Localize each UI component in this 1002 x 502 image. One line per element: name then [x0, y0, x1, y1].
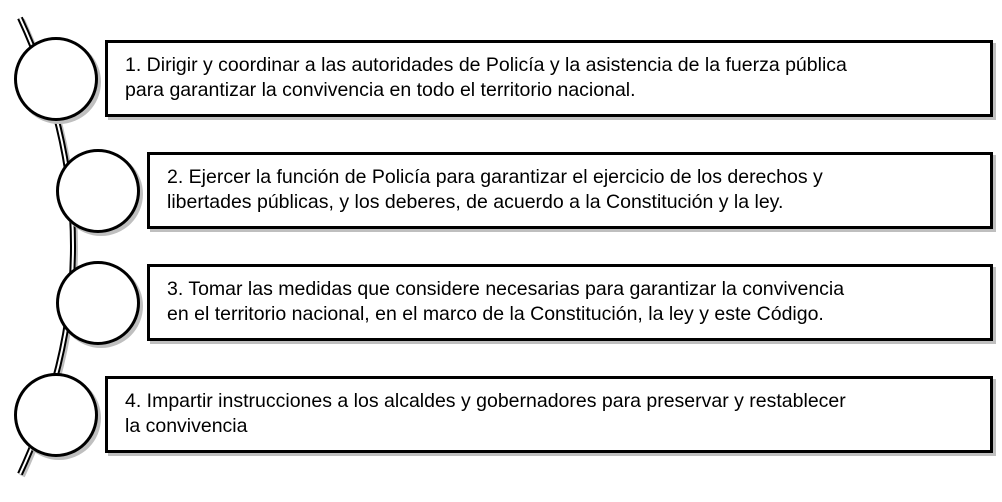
list-item-3-line-2: en el territorio nacional, en el marco de la Constitución, la ley y este Código. — [167, 303, 824, 325]
list-item-text-3 — [167, 277, 844, 327]
list-item-4-line-1: 4. Impartir instrucciones a los alcaldes y gobernadores para preservar y restablecer — [125, 390, 846, 412]
list-item-4-line-2: la convivencia — [125, 415, 248, 437]
list-item-1-line-1: 1. Dirigir y coordinar a las autoridades de Policía y la asistencia de la fuerza pública — [125, 54, 847, 76]
list-item-circle-3 — [56, 261, 140, 345]
list-item-circle-4 — [14, 373, 98, 457]
list-item-2-line-2: libertades públicas, y los deberes, de acuerdo a la Constitución y la ley. — [167, 191, 784, 213]
list-item-1-line-2: para garantizar la convivencia en todo el territorio nacional. — [125, 79, 636, 101]
list-item-3-line-1: 3. Tomar las medidas que considere necesarias para garantizar la convivencia — [167, 278, 845, 300]
list-item-text-4 — [125, 389, 846, 439]
list-item-circle-1 — [14, 37, 98, 121]
list-item-text-2 — [167, 165, 823, 215]
list-item-circle-2 — [56, 149, 140, 233]
list-item-text-1 — [125, 53, 847, 103]
list-item-2-line-1: 2. Ejercer la función de Policía para garantizar el ejercicio de los derechos y — [167, 166, 823, 188]
